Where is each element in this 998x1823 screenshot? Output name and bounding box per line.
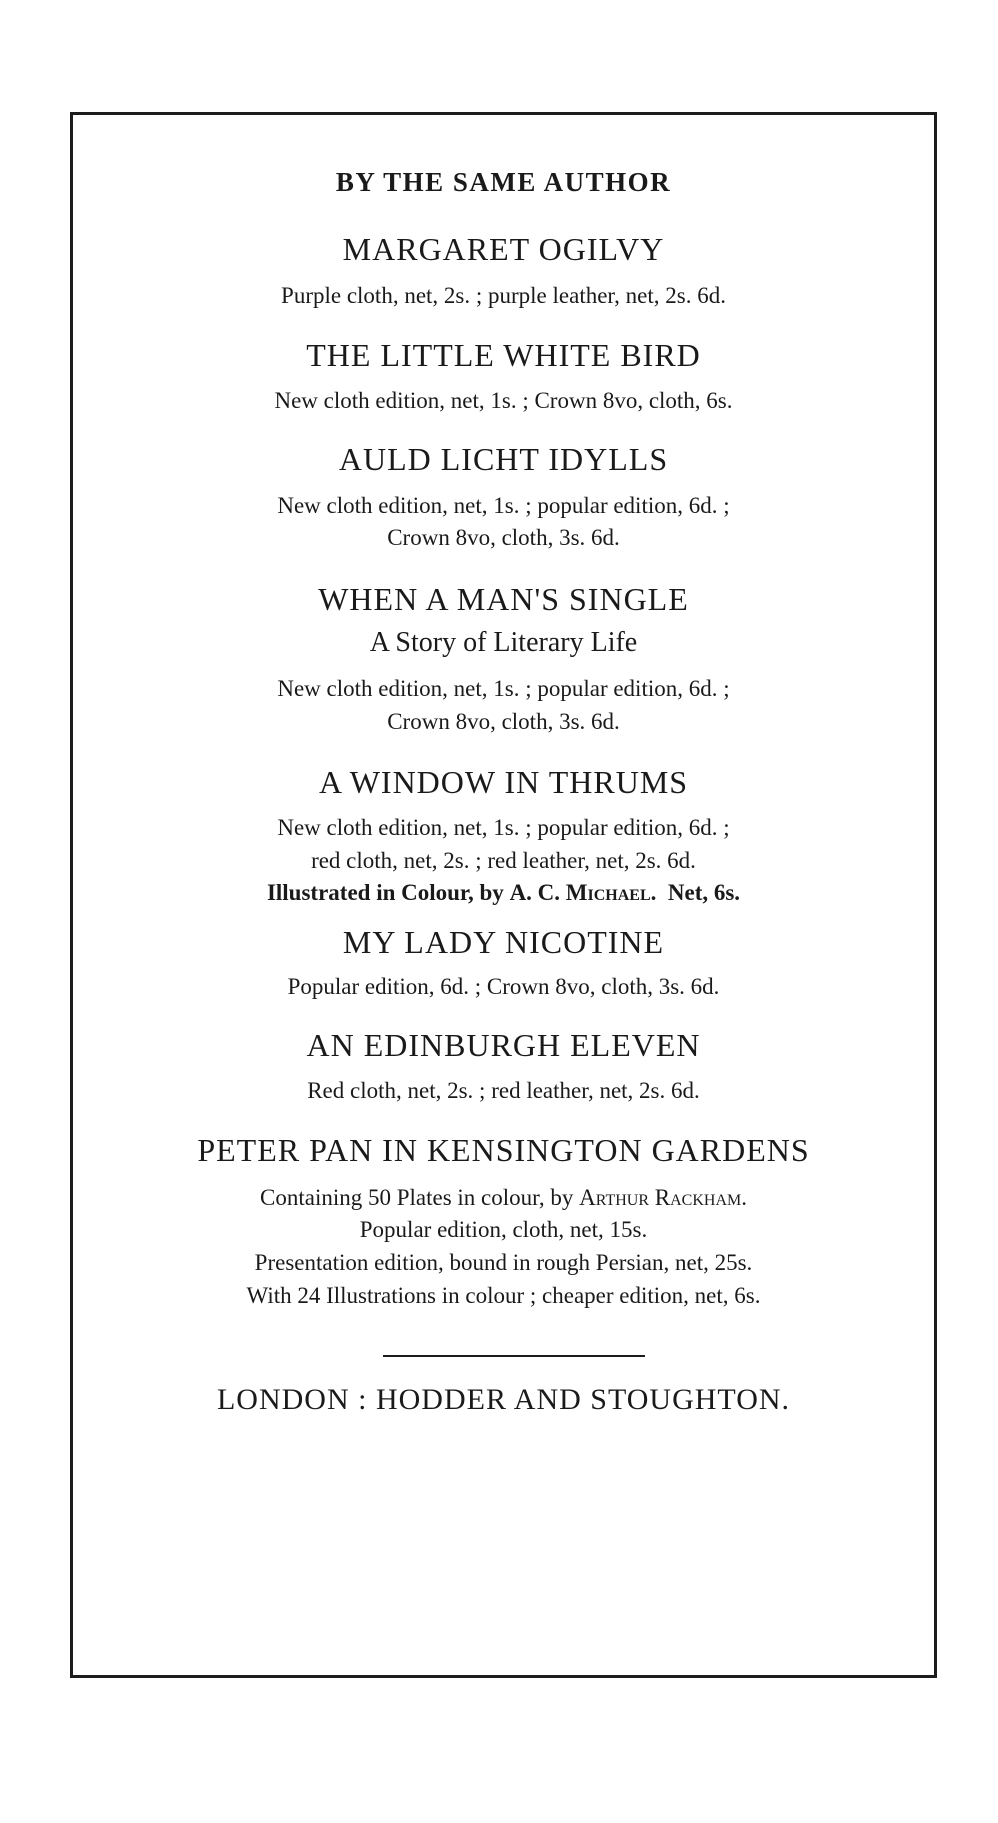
book-detail: New cloth edition, net, 1s. ; popular edition, 6d. ;	[277, 815, 730, 840]
artist-name: Arthur Rackham.	[579, 1185, 747, 1210]
book-detail: New cloth edition, net, 1s. ; popular edition, 6d. ;	[277, 493, 730, 518]
book-title-auld-licht-idylls: AULD LICHT IDYLLS	[338, 441, 669, 477]
divider-rule	[383, 1355, 645, 1357]
book-detail: With 24 Illustrations in colour ; cheaper edition, net, 6s.	[246, 1283, 761, 1308]
book-detail: New cloth edition, net, 1s. ; Crown 8vo, cloth, 6s.	[274, 388, 733, 413]
book-subtitle: A Story of Literary Life	[369, 627, 638, 658]
book-title-my-lady-nicotine: MY LADY NICOTINE	[342, 924, 665, 960]
publisher-imprint: LONDON : HODDER AND STOUGHTON.	[216, 1383, 791, 1416]
book-title-margaret-ogilvy: MARGARET OGILVY	[342, 231, 665, 267]
book-detail: New cloth edition, net, 1s. ; popular edition, 6d. ;	[277, 676, 730, 701]
section-header: BY THE SAME AUTHOR	[335, 167, 672, 197]
plates-note: Containing 50 Plates in colour, by Arthur Rackham.	[260, 1185, 747, 1210]
book-detail: Crown 8vo, cloth, 3s. 6d.	[387, 709, 620, 734]
book-detail: Purple cloth, net, 2s. ; purple leather, net, 2s. 6d.	[281, 283, 726, 308]
book-detail: Crown 8vo, cloth, 3s. 6d.	[387, 525, 620, 550]
book-detail: red cloth, net, 2s. ; red leather, net, 2s. 6d.	[311, 848, 696, 873]
book-title-little-white-bird: THE LITTLE WHITE BIRD	[306, 337, 701, 373]
book-title-peter-pan: PETER PAN IN KENSINGTON GARDENS	[197, 1132, 810, 1168]
book-title-when-a-mans-single: WHEN A MAN'S SINGLE	[318, 581, 689, 617]
book-detail: Popular edition, cloth, net, 15s.	[359, 1217, 648, 1242]
book-title-edinburgh-eleven: AN EDINBURGH ELEVEN	[306, 1027, 701, 1063]
book-detail: Red cloth, net, 2s. ; red leather, net, 2s. 6d.	[307, 1078, 700, 1103]
page-border	[70, 112, 937, 1678]
book-detail: Popular edition, 6d. ; Crown 8vo, cloth, 3s. 6d.	[287, 974, 720, 999]
artist-name: A. C. Michael.	[509, 880, 657, 905]
book-title-window-in-thrums: A WINDOW IN THRUMS	[318, 764, 689, 800]
book-detail: Presentation edition, bound in rough Persian, net, 25s.	[254, 1250, 753, 1275]
illustrated-edition-note: Illustrated in Colour, by A. C. Michael. Net, 6s.	[266, 880, 741, 905]
